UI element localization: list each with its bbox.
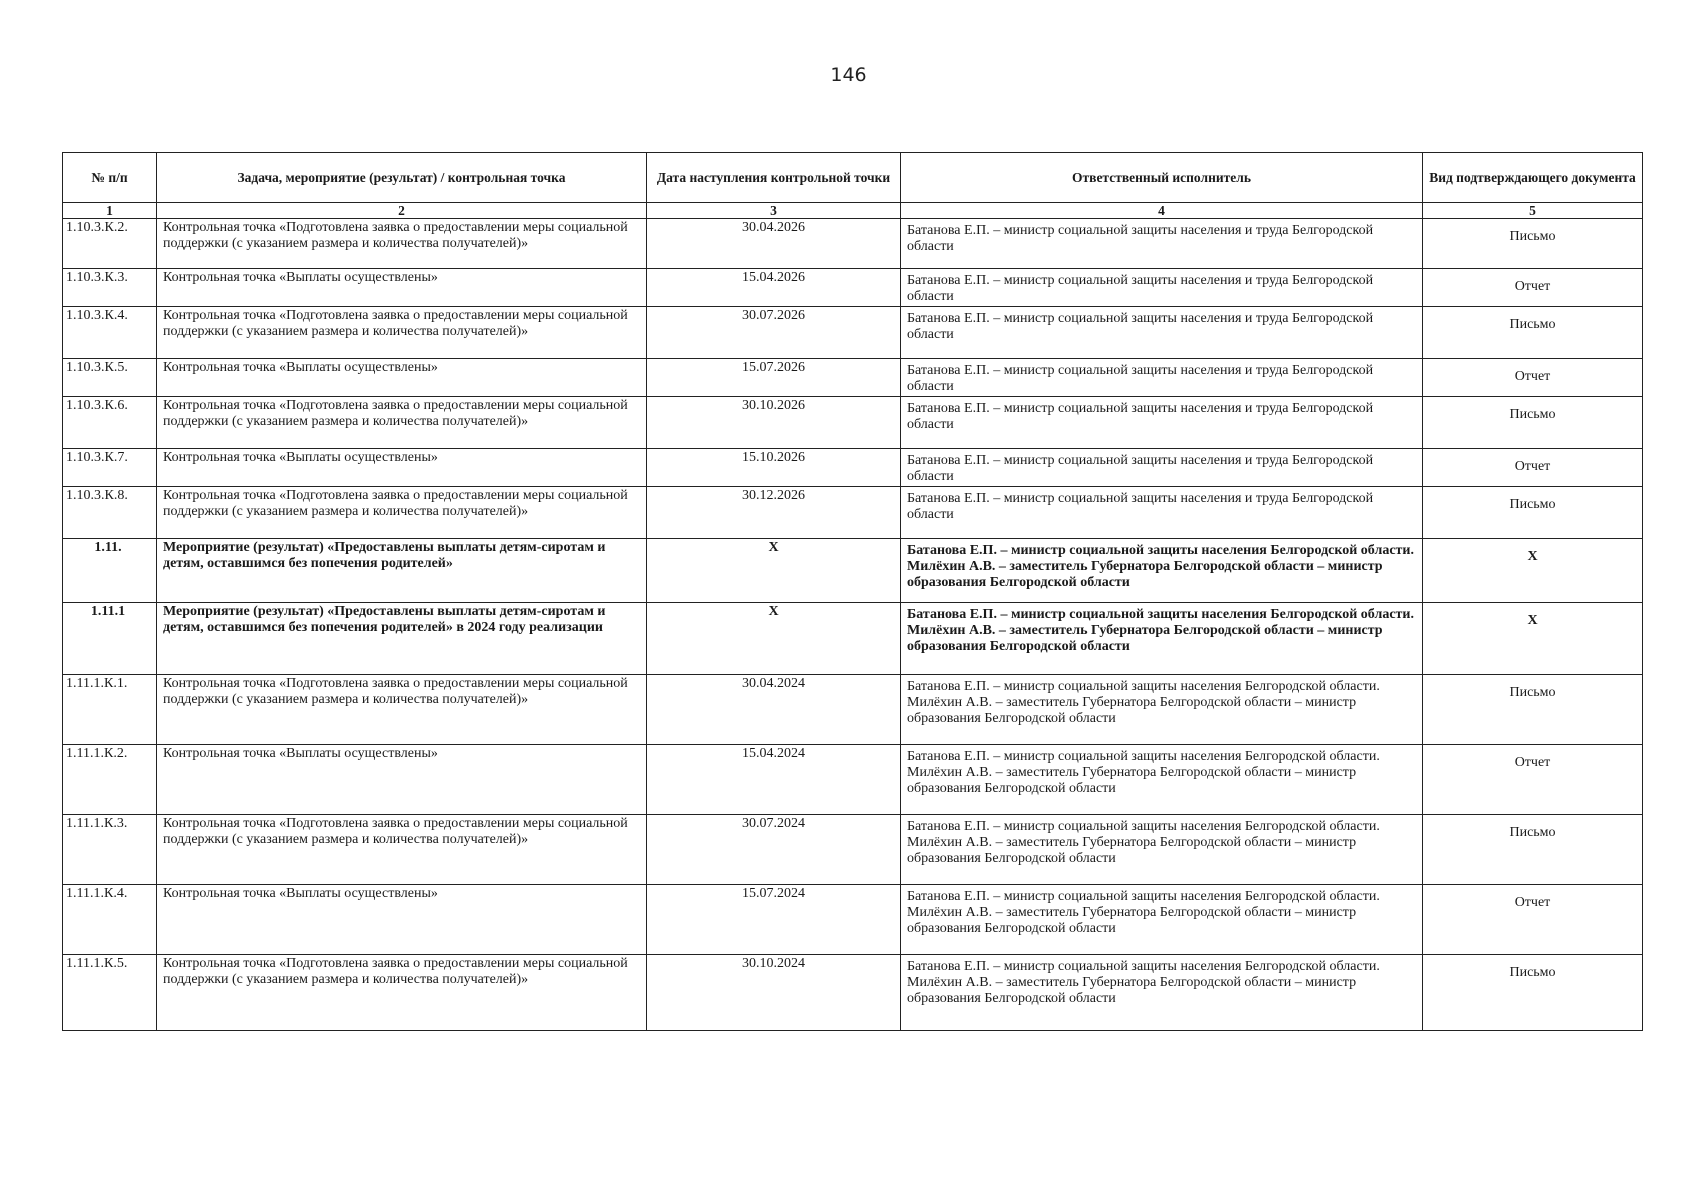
row-task: Контрольная точка «Выплаты осуществлены» [157, 449, 647, 487]
executor-line: Батанова Е.П. – министр социальной защиты населения Белгородской области. [907, 607, 1414, 622]
row-date: Х [647, 603, 901, 675]
table-row [63, 745, 1643, 815]
executor-line: Милёхин А.В. – заместитель Губернатора Белгородской области – министр образования Белгородской области [907, 975, 1357, 1006]
row-date: 30.10.2024 [647, 955, 901, 1031]
row-document-type: Отчет [1423, 449, 1643, 487]
row-task: Контрольная точка «Выплаты осуществлены» [157, 269, 647, 307]
row-document-type: Отчет [1423, 885, 1643, 955]
row-date: 15.07.2026 [647, 359, 901, 397]
header-doc: Вид подтверждающего документа [1423, 153, 1643, 203]
row-date: 30.07.2024 [647, 815, 901, 885]
row-task: Контрольная точка «Подготовлена заявка о предоставлении меры социальной поддержки (с указанием размера и количества получателей)» [157, 815, 647, 885]
executor-line: Батанова Е.П. – министр социальной защиты населения Белгородской области. [907, 959, 1380, 974]
row-date: 30.07.2026 [647, 307, 901, 359]
row-date: 15.10.2026 [647, 449, 901, 487]
row-executor [901, 603, 1423, 675]
executor-line: Батанова Е.П. – министр социальной защиты населения и труда Белгородской области [907, 273, 1374, 304]
column-number-row [63, 203, 1643, 219]
column-number: 1 [63, 203, 157, 219]
row-task: Контрольная точка «Подготовлена заявка о предоставлении меры социальной поддержки (с указанием размера и количества получателей)» [157, 307, 647, 359]
executor-line: Батанова Е.П. – министр социальной защиты населения Белгородской области. [907, 679, 1380, 694]
row-document-type: Письмо [1423, 307, 1643, 359]
row-date: 15.07.2024 [647, 885, 901, 955]
row-task: Контрольная точка «Выплаты осуществлены» [157, 885, 647, 955]
row-number: 1.10.3.К.6. [63, 397, 157, 449]
row-task: Контрольная точка «Подготовлена заявка о предоставлении меры социальной поддержки (с указанием размера и количества получателей)» [157, 397, 647, 449]
row-task: Контрольная точка «Подготовлена заявка о предоставлении меры социальной поддержки (с указанием размера и количества получателей)» [157, 675, 647, 745]
row-document-type: Письмо [1423, 397, 1643, 449]
executor-line: Батанова Е.П. – министр социальной защиты населения Белгородской области. [907, 819, 1380, 834]
row-document-type: Х [1423, 603, 1643, 675]
row-number: 1.11.1 [63, 603, 157, 675]
row-number: 1.11.1.К.2. [63, 745, 157, 815]
row-number: 1.10.3.К.8. [63, 487, 157, 539]
row-document-type: Отчет [1423, 745, 1643, 815]
row-number: 1.11.1.К.4. [63, 885, 157, 955]
header-executor: Ответственный исполнитель [901, 153, 1423, 203]
table-row [63, 815, 1643, 885]
row-executor [901, 219, 1423, 269]
row-date: 15.04.2024 [647, 745, 901, 815]
row-task: Контрольная точка «Выплаты осуществлены» [157, 359, 647, 397]
row-task: Контрольная точка «Подготовлена заявка о предоставлении меры социальной поддержки (с указанием размера и количества получателей)» [157, 955, 647, 1031]
row-task: Контрольная точка «Выплаты осуществлены» [157, 745, 647, 815]
row-number: 1.11. [63, 539, 157, 603]
executor-line: Милёхин А.В. – заместитель Губернатора Белгородской области – министр образования Белгородской области [907, 559, 1383, 590]
row-document-type: Отчет [1423, 359, 1643, 397]
row-executor [901, 359, 1423, 397]
table-row [63, 449, 1643, 487]
row-number: 1.10.3.К.4. [63, 307, 157, 359]
row-number: 1.10.3.К.2. [63, 219, 157, 269]
row-executor [901, 815, 1423, 885]
row-document-type: Отчет [1423, 269, 1643, 307]
row-date: 15.04.2026 [647, 269, 901, 307]
executor-line: Батанова Е.П. – министр социальной защиты населения и труда Белгородской области [907, 453, 1374, 484]
table-row [63, 539, 1643, 603]
executor-line: Милёхин А.В. – заместитель Губернатора Белгородской области – министр образования Белгородской области [907, 835, 1357, 866]
page-number: 146 [830, 64, 867, 86]
row-date: 30.04.2024 [647, 675, 901, 745]
executor-line: Батанова Е.П. – министр социальной защиты населения и труда Белгородской области [907, 491, 1374, 522]
executor-line: Батанова Е.П. – министр социальной защиты населения и труда Белгородской области [907, 223, 1374, 254]
column-number: 5 [1423, 203, 1643, 219]
executor-line: Милёхин А.В. – заместитель Губернатора Белгородской области – министр образования Белгородской области [907, 623, 1383, 654]
row-executor [901, 307, 1423, 359]
executor-line: Батанова Е.П. – министр социальной защиты населения и труда Белгородской области [907, 311, 1374, 342]
control-points-table [62, 152, 1643, 1031]
table-body [63, 219, 1643, 1031]
row-executor [901, 397, 1423, 449]
executor-line: Милёхин А.В. – заместитель Губернатора Белгородской области – министр образования Белгородской области [907, 695, 1357, 726]
row-task: Контрольная точка «Подготовлена заявка о предоставлении меры социальной поддержки (с указанием размера и количества получателей)» [157, 219, 647, 269]
row-document-type: Письмо [1423, 487, 1643, 539]
row-date: 30.12.2026 [647, 487, 901, 539]
row-document-type: Письмо [1423, 815, 1643, 885]
row-document-type: Х [1423, 539, 1643, 603]
column-number: 2 [157, 203, 647, 219]
table-row [63, 307, 1643, 359]
row-number: 1.10.3.К.3. [63, 269, 157, 307]
row-document-type: Письмо [1423, 675, 1643, 745]
table-row [63, 603, 1643, 675]
row-number: 1.10.3.К.5. [63, 359, 157, 397]
row-task: Мероприятие (результат) «Предоставлены выплаты детям-сиротам и детям, оставшимся без попечения родителей» [157, 539, 647, 603]
row-executor [901, 487, 1423, 539]
row-date: 30.10.2026 [647, 397, 901, 449]
row-number: 1.10.3.К.7. [63, 449, 157, 487]
table-row [63, 885, 1643, 955]
row-executor [901, 675, 1423, 745]
executor-line: Батанова Е.П. – министр социальной защиты населения Белгородской области. [907, 543, 1414, 558]
row-document-type: Письмо [1423, 219, 1643, 269]
table-row [63, 955, 1643, 1031]
header-task: Задача, мероприятие (результат) / контрольная точка [157, 153, 647, 203]
row-document-type: Письмо [1423, 955, 1643, 1031]
row-executor [901, 269, 1423, 307]
header-date: Дата наступления контрольной точки [647, 153, 901, 203]
table-row [63, 359, 1643, 397]
executor-line: Батанова Е.П. – министр социальной защиты населения Белгородской области. [907, 749, 1380, 764]
row-executor [901, 955, 1423, 1031]
executor-line: Батанова Е.П. – министр социальной защиты населения и труда Белгородской области [907, 363, 1374, 394]
row-task: Контрольная точка «Подготовлена заявка о предоставлении меры социальной поддержки (с указанием размера и количества получателей)» [157, 487, 647, 539]
header-row [63, 153, 1643, 203]
column-number: 3 [647, 203, 901, 219]
row-number: 1.11.1.К.1. [63, 675, 157, 745]
executor-line: Батанова Е.П. – министр социальной защиты населения и труда Белгородской области [907, 401, 1374, 432]
table-row [63, 219, 1643, 269]
row-number: 1.11.1.К.5. [63, 955, 157, 1031]
table-row [63, 675, 1643, 745]
row-executor [901, 745, 1423, 815]
row-date: Х [647, 539, 901, 603]
row-executor [901, 539, 1423, 603]
header-num: № п/п [63, 153, 157, 203]
row-task: Мероприятие (результат) «Предоставлены выплаты детям-сиротам и детям, оставшимся без попечения родителей» в 2024 году реализации [157, 603, 647, 675]
row-number: 1.11.1.К.3. [63, 815, 157, 885]
row-executor [901, 885, 1423, 955]
executor-line: Батанова Е.П. – министр социальной защиты населения Белгородской области. [907, 889, 1380, 904]
executor-line: Милёхин А.В. – заместитель Губернатора Белгородской области – министр образования Белгородской области [907, 765, 1357, 796]
executor-line: Милёхин А.В. – заместитель Губернатора Белгородской области – министр образования Белгородской области [907, 905, 1357, 936]
table-row [63, 397, 1643, 449]
row-date: 30.04.2026 [647, 219, 901, 269]
column-number: 4 [901, 203, 1423, 219]
table-row [63, 487, 1643, 539]
table-row [63, 269, 1643, 307]
row-executor [901, 449, 1423, 487]
